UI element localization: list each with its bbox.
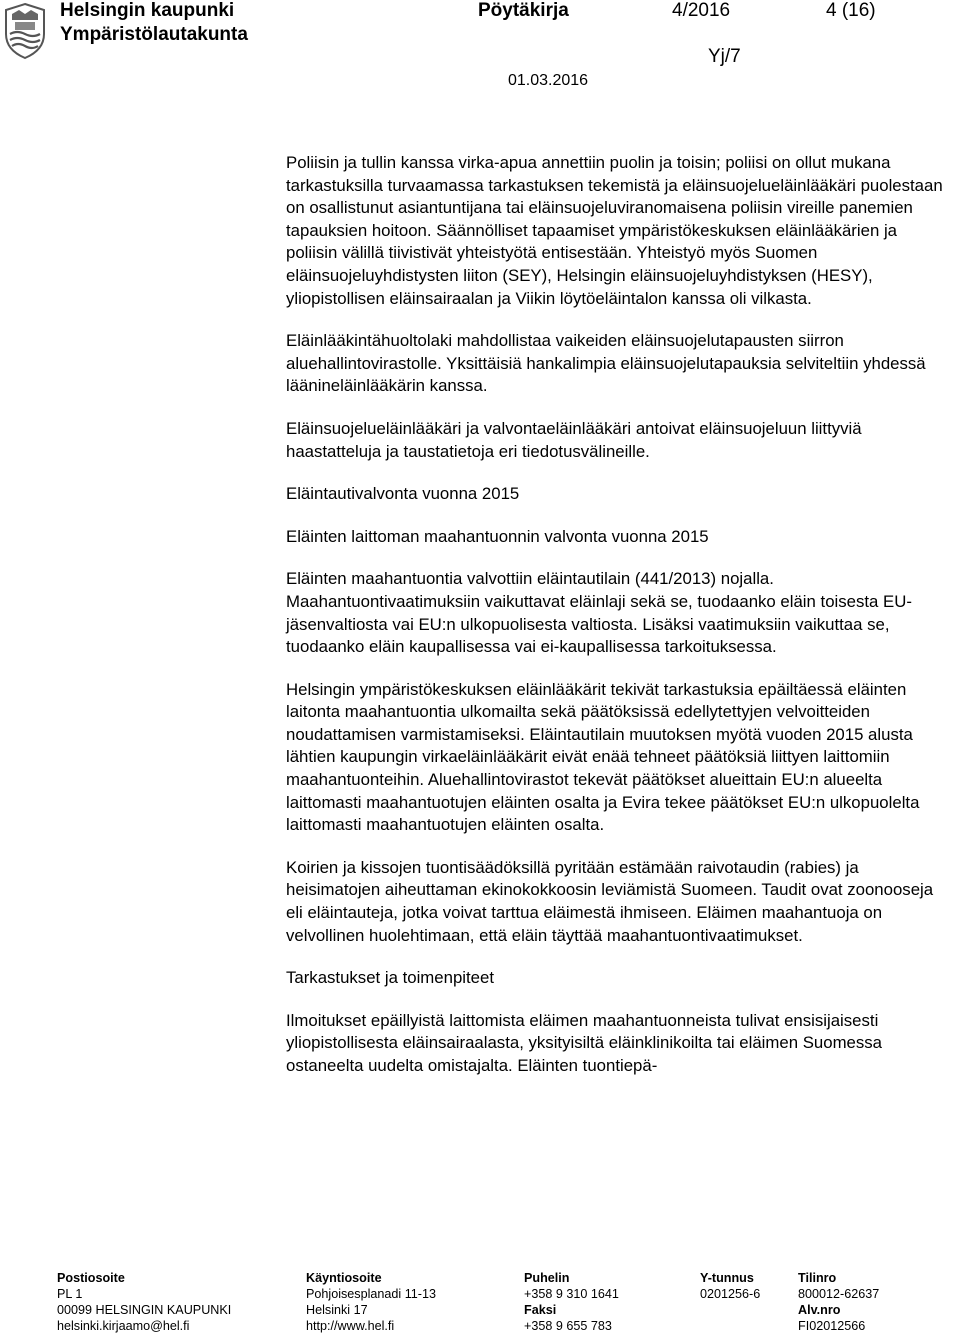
page-number: 4 (16) bbox=[826, 0, 876, 21]
footer-label: Y-tunnus bbox=[700, 1271, 754, 1285]
footer-phone bbox=[524, 1270, 619, 1334]
footer-label: Käyntiosoite bbox=[306, 1271, 382, 1285]
footer-value: 800012-62637 bbox=[798, 1287, 880, 1301]
committee-name: Ympäristölautakunta bbox=[60, 24, 248, 45]
footer-business-id bbox=[700, 1270, 760, 1302]
paragraph: Helsingin ympäristökeskuksen eläinlääkärit tekivät tarkastuksia epäiltäessä eläinten laitonta maahantuontia ulkomailta sekä päätöksissä edellytettyjen velvoitteiden noudattamisen varmistamiseksi. Eläintautilain muutoksen myötä vuoden 2015 alusta lähtien kaupungin virkaeläinlääkärit eivät enää tehneet päätöksiä liittyen laittomiin maahantuonteihin. Aluehallintovirastot tekevät päätökset alueittain EU:n alueelta laittomasti maahantuotujen eläinten osalta ja Evira tekee päätökset EU:n ulkopuolelta laittomasti maahantuotujen eläinten osalta. bbox=[286, 679, 920, 835]
paragraph: Eläinsuojelueläinlääkäri ja valvontaeläinlääkäri antoivat eläinsuojeluun liittyviä haastatteluja ja taustatietoja eri tiedotusvälineille. bbox=[286, 418, 862, 461]
document-number: 4/2016 bbox=[672, 0, 731, 21]
footer-label: Tilinro bbox=[798, 1271, 837, 1285]
footer-account bbox=[798, 1270, 879, 1334]
footer-value: Pohjoisesplanadi 11-13 bbox=[306, 1287, 436, 1301]
footer-postal-address bbox=[57, 1270, 231, 1334]
document-type: Pöytäkirja bbox=[478, 0, 569, 21]
footer-value: 00099 HELSINGIN KAUPUNKI bbox=[57, 1303, 232, 1317]
footer-value: FI02012566 bbox=[798, 1319, 866, 1333]
footer-label: Postiosoite bbox=[57, 1271, 125, 1285]
section-heading: Eläintautivalvonta vuonna 2015 bbox=[286, 484, 520, 504]
paragraph: Koirien ja kissojen tuontisäädöksillä pyritään estämään raivotaudin (rabies) ja heisimatojen aiheuttaman ekinokokkoosin leviämistä Suomeen. Taudit ovat zoonooseja eli eläintauteja, jotka voivat tarttua eläimestä ihmiseen. Eläimen maahantuoja on velvollinen huolehtimaan, että eläin täyttää maahantuontivaatimukset. bbox=[286, 857, 934, 945]
footer-label: Faksi bbox=[524, 1303, 557, 1317]
meeting-date: 01.03.2016 bbox=[508, 72, 589, 89]
footer-label: Alv.nro bbox=[798, 1303, 841, 1317]
footer-email-link[interactable]: helsinki.kirjaamo@hel.fi bbox=[57, 1319, 190, 1333]
paragraph: Poliisin ja tullin kanssa virka-apua annettiin puolin ja toisin; poliisi on ollut mukana tarkastuksilla turvaamassa tarkastuksen tekemistä ja eläinsuojelueläinlääkäri puolestaan on osallistunut asiantuntijana tai eläinsuojeluviranomaisena poliisin vireille panemien tapauksien hoitoon. Säännölliset tapaamiset ympäristökeskuksen eläinlääkärien ja poliisin välillä tiivistivät yhteistyötä entisestään. Yhteistyö myös Suomen eläinsuojeluyhdistysten liiton (SEY), Helsingin eläinsuojeluyhdistyksen (HESY), yliopistollisen eläinsairaalan ja Viikin löytöeläintalon kanssa oli vilkasta. bbox=[286, 153, 943, 308]
footer-value: Helsinki 17 bbox=[306, 1303, 368, 1317]
section-code: Yj/7 bbox=[708, 46, 741, 67]
footer-value: +358 9 655 783 bbox=[524, 1319, 612, 1333]
paragraph: Ilmoitukset epäillyistä laittomista eläimen maahantuonneista tulivat ensisijaisesti yliopistollisesta eläinsairaalasta, yksityisiltä eläinklinikoilta tai eläimen Suomessa ostaneelta uudelta omistajalta. Eläinten tuontiepä- bbox=[286, 1010, 883, 1075]
paragraph: Eläinlääkintähuoltolaki mahdollistaa vaikeiden eläinsuojelutapausten siirron aluehallintovirastolle. Yksittäisiä hankalimpia eläinsuojelutapauksia selviteltiin yhdessä läänineläinlääkärin kanssa. bbox=[286, 331, 926, 396]
footer-label: Puhelin bbox=[524, 1271, 570, 1285]
paragraph: Eläinten maahantuontia valvottiin eläintautilain (441/2013) nojalla. Maahantuontivaatimuksiin vaikuttavat eläinlaji sekä se, tuodaanko eläin toisesta EU-jäsenvaltiosta vai EU:n ulkopuolisesta valtiosta. Lisäksi vaatimuksiin vaikuttaa se, tuodaanko eläin kaupallisessa vai ei-kaupallisessa tarkoituksessa. bbox=[286, 569, 912, 657]
organization-name: Helsingin kaupunki bbox=[60, 0, 235, 21]
document-body bbox=[286, 152, 951, 1098]
footer-value: 0201256-6 bbox=[700, 1287, 761, 1301]
footer-value: PL 1 bbox=[57, 1287, 83, 1301]
helsinki-crest-icon bbox=[2, 2, 48, 60]
page-footer bbox=[0, 1270, 960, 1337]
section-heading: Tarkastukset ja toimenpiteet bbox=[286, 968, 495, 988]
footer-website-link[interactable]: http://www.hel.fi bbox=[306, 1319, 395, 1333]
page-header bbox=[0, 0, 960, 100]
footer-value: +358 9 310 1641 bbox=[524, 1287, 619, 1301]
footer-visiting-address bbox=[306, 1270, 436, 1334]
section-heading: Eläinten laittoman maahantuonnin valvonta vuonna 2015 bbox=[286, 526, 709, 546]
